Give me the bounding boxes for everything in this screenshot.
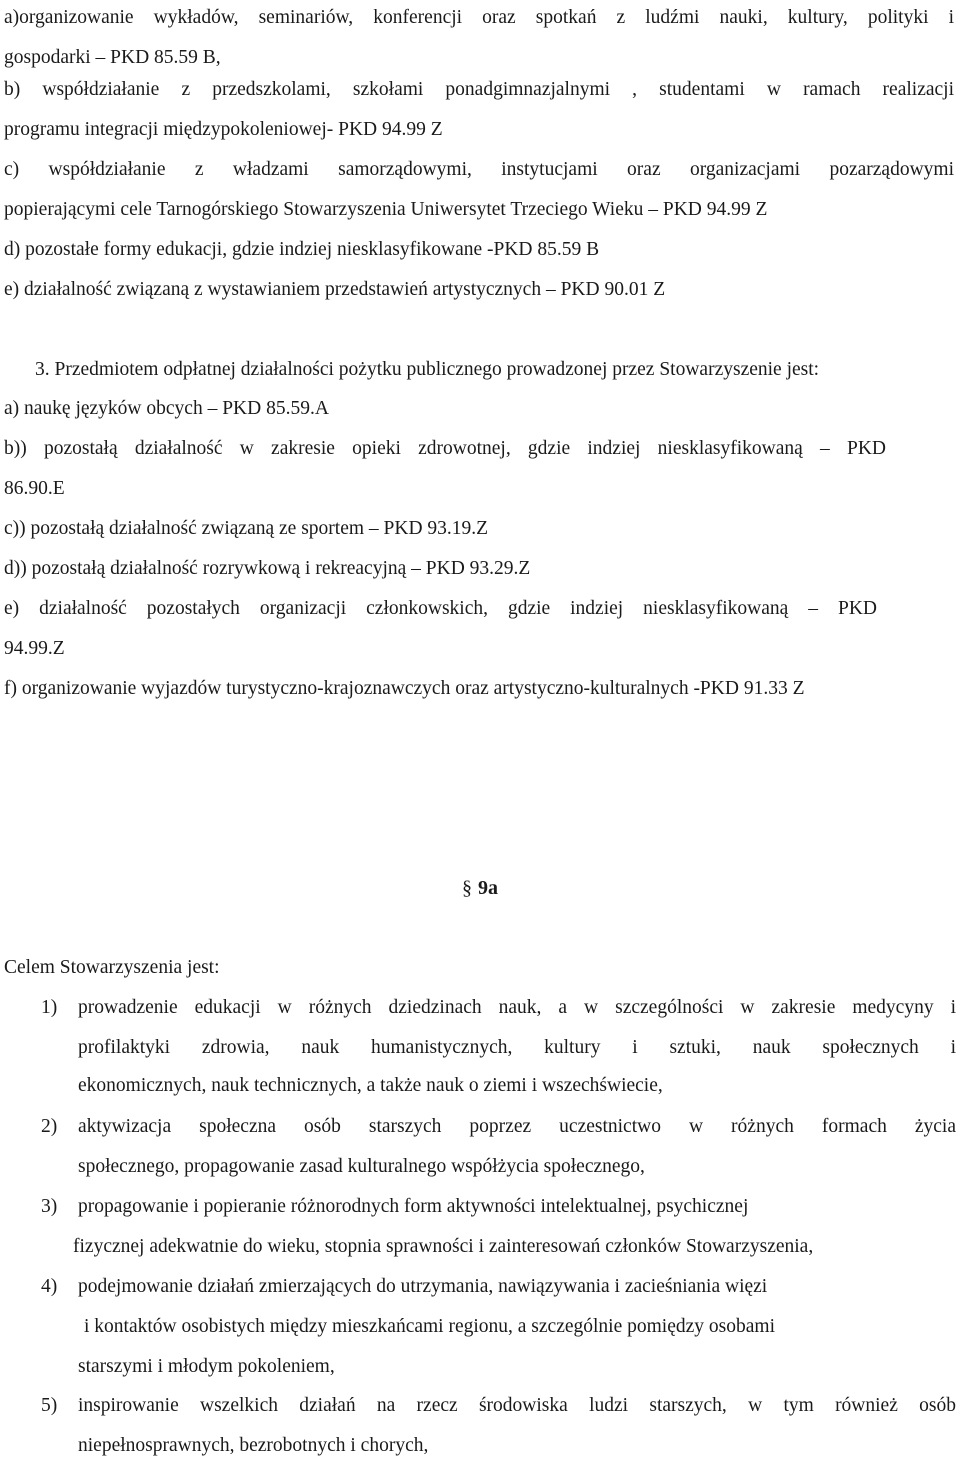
- list-a-item-e: e) działalność związaną z wystawianiem przedstawień artystycznych – PKD 90.01 Z: [4, 279, 666, 300]
- section-number: 9a: [478, 877, 498, 899]
- goal-item-3-number: 3): [41, 1196, 58, 1217]
- section-3-item-c: c)) pozostałą działalność związaną ze sportem – PKD 93.19.Z: [4, 518, 489, 539]
- goal-item-5-number: 5): [41, 1395, 58, 1416]
- goal-item-2-line1: aktywizacja społeczna osób starszych poprzez uczestnictwo w różnych formach życia: [78, 1116, 956, 1137]
- list-a-item-d: d) pozostałe formy edukacji, gdzie indziej niesklasyfikowane -PKD 85.59 B: [4, 239, 600, 260]
- list-a-item-a-line2: gospodarki – PKD 85.59 B,: [4, 47, 221, 68]
- section-3-item-a: a) naukę języków obcych – PKD 85.59.A: [4, 398, 329, 419]
- goal-item-5-line1: inspirowanie wszelkich działań na rzecz środowiska ludzi starszych, w tym również osób: [78, 1395, 956, 1416]
- goal-item-1-number: 1): [41, 997, 58, 1018]
- list-a-item-b-line2: programu integracji międzypokoleniowej- PKD 94.99 Z: [4, 119, 443, 140]
- section-heading: [0, 878, 960, 898]
- goal-item-2-number: 2): [41, 1116, 58, 1137]
- goal-item-4-line2: i kontaktów osobistych między mieszkańcami regionu, a szczególnie pomiędzy osobami: [84, 1316, 775, 1337]
- goal-item-5-line2: niepełnosprawnych, bezrobotnych i chorych,: [78, 1435, 429, 1456]
- goal-item-1-line1: prowadzenie edukacji w różnych dziedzinach nauk, a w szczególności w zakresie medycyny i: [78, 997, 956, 1018]
- goal-item-4-line3: starszymi i młodym pokoleniem,: [78, 1356, 335, 1377]
- goal-item-2-line2: społecznego, propagowanie zasad kulturalnego współżycia społecznego,: [78, 1156, 645, 1177]
- section-3-item-e-line2: 94.99.Z: [4, 638, 65, 659]
- section-3-item-b-line1: b)) pozostałą działalność w zakresie opieki zdrowotnej, gdzie indziej niesklasyfikowaną – PKD: [4, 438, 886, 459]
- goal-item-1-line3: ekonomicznych, nauk technicznych, a także nauk o ziemi i wszechświecie,: [78, 1075, 663, 1096]
- section-3-item-b-line2: 86.90.E: [4, 478, 65, 499]
- section-9a-lead: Celem Stowarzyszenia jest:: [4, 957, 220, 978]
- section-3-item-f: f) organizowanie wyjazdów turystyczno-krajoznawczych oraz artystyczno-kulturalnych -PKD 91.33 Z: [4, 678, 805, 699]
- list-a-item-c-line2: popierającymi cele Tarnogórskiego Stowarzyszenia Uniwersytet Trzeciego Wieku – PKD 94.99 Z: [4, 199, 768, 220]
- section-3-item-e-line1: e) działalność pozostałych organizacji członkowskich, gdzie indziej niesklasyfikowaną – PKD: [4, 598, 877, 619]
- goal-item-4-line1: podejmowanie działań zmierzających do utrzymania, nawiązywania i zacieśniania więzi: [78, 1276, 768, 1297]
- goal-item-3-line2: fizycznej adekwatnie do wieku, stopnia sprawności i zainteresowań członków Stowarzyszenia,: [73, 1236, 814, 1257]
- section-3-item-d: d)) pozostałą działalność rozrywkową i rekreacyjną – PKD 93.29.Z: [4, 558, 531, 579]
- goal-item-4-number: 4): [41, 1276, 58, 1297]
- goal-item-1-line2: profilaktyki zdrowia, nauk humanistycznych, kultury i sztuki, nauk społecznych i: [78, 1037, 956, 1058]
- list-a-item-a-line1: a)organizowanie wykładów, seminariów, konferencji oraz spotkań z ludźmi nauki, kultury, polityki i: [4, 7, 954, 28]
- list-a-item-b-line1: b) współdziałanie z przedszkolami, szkołami ponadgimnazjalnymi , studentami w ramach realizacji: [4, 79, 954, 100]
- goal-item-3-line1: propagowanie i popieranie różnorodnych form aktywności intelektualnej, psychicznej: [78, 1196, 749, 1217]
- section-sign: §: [462, 877, 472, 899]
- list-a-item-c-line1: c) współdziałanie z władzami samorządowymi, instytucjami oraz organizacjami pozarządowymi: [4, 159, 954, 180]
- section-3-intro: 3. Przedmiotem odpłatnej działalności pożytku publicznego prowadzonej przez Stowarzyszenie jest:: [35, 359, 820, 380]
